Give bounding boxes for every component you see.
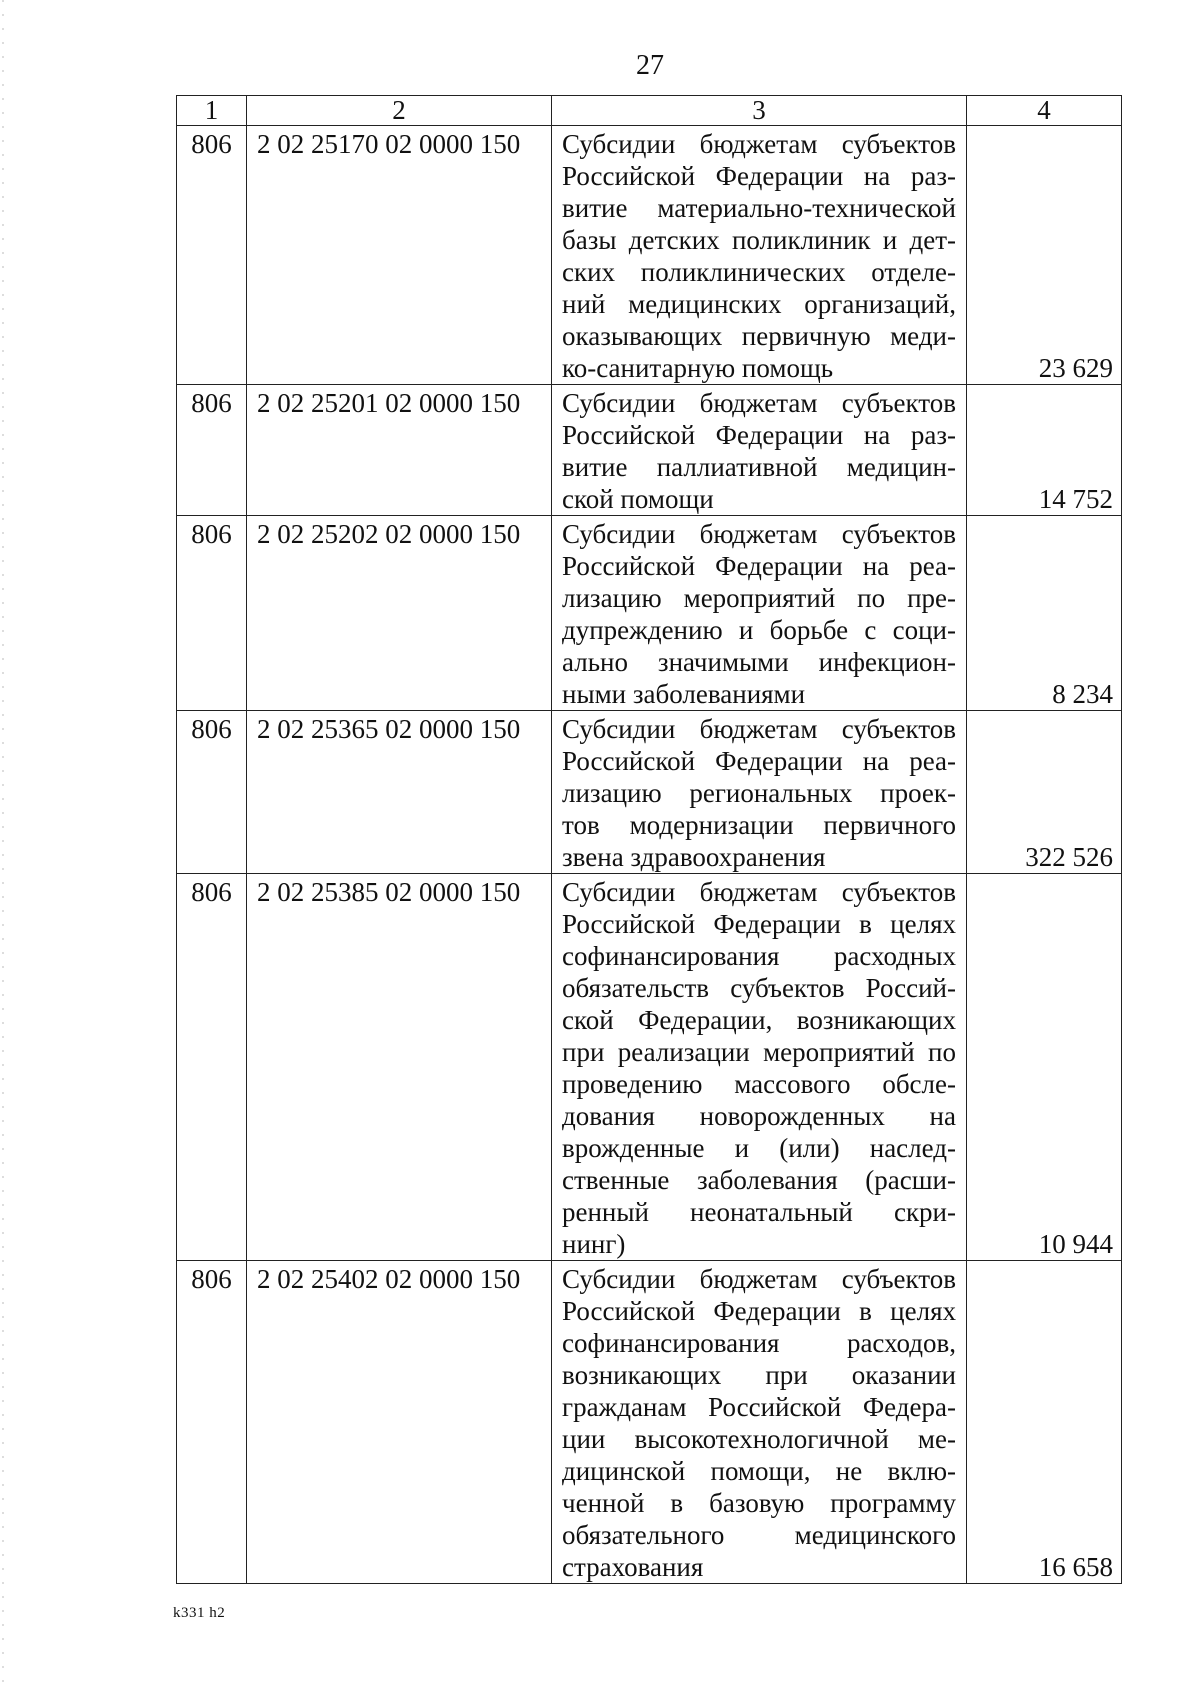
description-line: тов модернизации первичного — [562, 810, 956, 840]
description-line: Российской Федерации на реа- — [562, 551, 956, 581]
description-line: ными заболеваниями — [562, 679, 806, 709]
description-line: Российской Федерации на раз- — [562, 420, 956, 450]
description-line: витие материально-технической — [562, 193, 956, 223]
description-line: Российской Федерации в целях — [562, 1296, 956, 1326]
description-line: ально значимыми инфекцион- — [562, 647, 956, 677]
description-cell — [552, 516, 967, 711]
description-line: ко-санитарную помощь — [562, 353, 834, 383]
description-line: софинансирования расходов, — [562, 1328, 956, 1358]
description-line: дупреждению и борьбе с соци- — [562, 615, 956, 645]
budget-code-cell: 2 02 25201 02 0000 150 — [247, 385, 552, 516]
admin-code-cell: 806 — [177, 1261, 247, 1584]
description-line: Субсидии бюджетам субъектов — [562, 519, 956, 549]
description-line: гражданам Российской Федера- — [562, 1392, 956, 1422]
budget-table — [176, 95, 1122, 1584]
header-col-1: 1 — [177, 96, 247, 126]
description-line: базы детских поликлиник и дет- — [562, 225, 956, 255]
budget-code-cell: 2 02 25365 02 0000 150 — [247, 711, 552, 874]
admin-code-cell: 806 — [177, 385, 247, 516]
description-line: Субсидии бюджетам субъектов — [562, 877, 956, 907]
description-line: нинг) — [562, 1229, 626, 1259]
admin-code-cell: 806 — [177, 126, 247, 385]
description-line: обязательств субъектов Россий- — [562, 973, 956, 1003]
amount-cell: 14 752 — [967, 385, 1122, 516]
description-line: ний медицинских организаций, — [562, 289, 956, 319]
header-col-4: 4 — [967, 96, 1122, 126]
description-line: оказывающих первичную меди- — [562, 321, 956, 351]
page-number: 27 — [636, 50, 664, 81]
description-line: страхования — [562, 1552, 704, 1582]
admin-code-cell: 806 — [177, 711, 247, 874]
header-col-2: 2 — [247, 96, 552, 126]
description-cell — [552, 126, 967, 385]
table-header-row — [177, 96, 1122, 126]
description-line: Субсидии бюджетам субъектов — [562, 388, 956, 418]
table-row — [177, 1261, 1122, 1584]
description-cell — [552, 385, 967, 516]
budget-code-cell: 2 02 25385 02 0000 150 — [247, 874, 552, 1261]
description-line: ской помощи — [562, 484, 714, 514]
table-row — [177, 126, 1122, 385]
description-line: при реализации мероприятий по — [562, 1037, 956, 1067]
description-line: Российской Федерации на раз- — [562, 161, 956, 191]
description-line: ченной в базовую программу — [562, 1488, 956, 1518]
description-line: врожденные и (или) наслед- — [562, 1133, 956, 1163]
table-row — [177, 385, 1122, 516]
table-row — [177, 874, 1122, 1261]
description-line: возникающих при оказании — [562, 1360, 956, 1390]
description-line: ственные заболевания (расши- — [562, 1165, 956, 1195]
description-line: проведению массового обсле- — [562, 1069, 956, 1099]
admin-code-cell: 806 — [177, 516, 247, 711]
admin-code-cell: 806 — [177, 874, 247, 1261]
budget-code-cell: 2 02 25170 02 0000 150 — [247, 126, 552, 385]
description-line: ских поликлинических отделе- — [562, 257, 956, 287]
description-line: ции высокотехнологичной ме- — [562, 1424, 956, 1454]
description-line: ской Федерации, возникающих — [562, 1005, 956, 1035]
description-line: Российской Федерации в целях — [562, 909, 956, 939]
description-line: Субсидии бюджетам субъектов — [562, 129, 956, 159]
amount-cell: 23 629 — [967, 126, 1122, 385]
description-line: дицинской помощи, не вклю- — [562, 1456, 956, 1486]
budget-code-cell: 2 02 25402 02 0000 150 — [247, 1261, 552, 1584]
description-line: дования новорожденных на — [562, 1101, 956, 1131]
description-line: софинансирования расходных — [562, 941, 956, 971]
header-col-3: 3 — [552, 96, 967, 126]
description-line: Субсидии бюджетам субъектов — [562, 714, 956, 744]
description-line: витие паллиативной медицин- — [562, 452, 956, 482]
amount-cell: 16 658 — [967, 1261, 1122, 1584]
description-line: Субсидии бюджетам субъектов — [562, 1264, 956, 1294]
description-line: Российской Федерации на реа- — [562, 746, 956, 776]
footer-code: k331 h2 — [173, 1605, 226, 1621]
budget-code-cell: 2 02 25202 02 0000 150 — [247, 516, 552, 711]
description-cell — [552, 711, 967, 874]
description-line: обязательного медицинского — [562, 1520, 956, 1550]
description-line: лизацию региональных проек- — [562, 778, 956, 808]
amount-cell: 8 234 — [967, 516, 1122, 711]
scan-edge-artifact — [2, 0, 4, 1686]
description-cell — [552, 1261, 967, 1584]
description-line: ренный неонатальный скри- — [562, 1197, 956, 1227]
table-row — [177, 711, 1122, 874]
amount-cell: 322 526 — [967, 711, 1122, 874]
description-line: лизацию мероприятий по пре- — [562, 583, 956, 613]
description-cell — [552, 874, 967, 1261]
table-row — [177, 516, 1122, 711]
amount-cell: 10 944 — [967, 874, 1122, 1261]
description-line: звена здравоохранения — [562, 842, 826, 872]
